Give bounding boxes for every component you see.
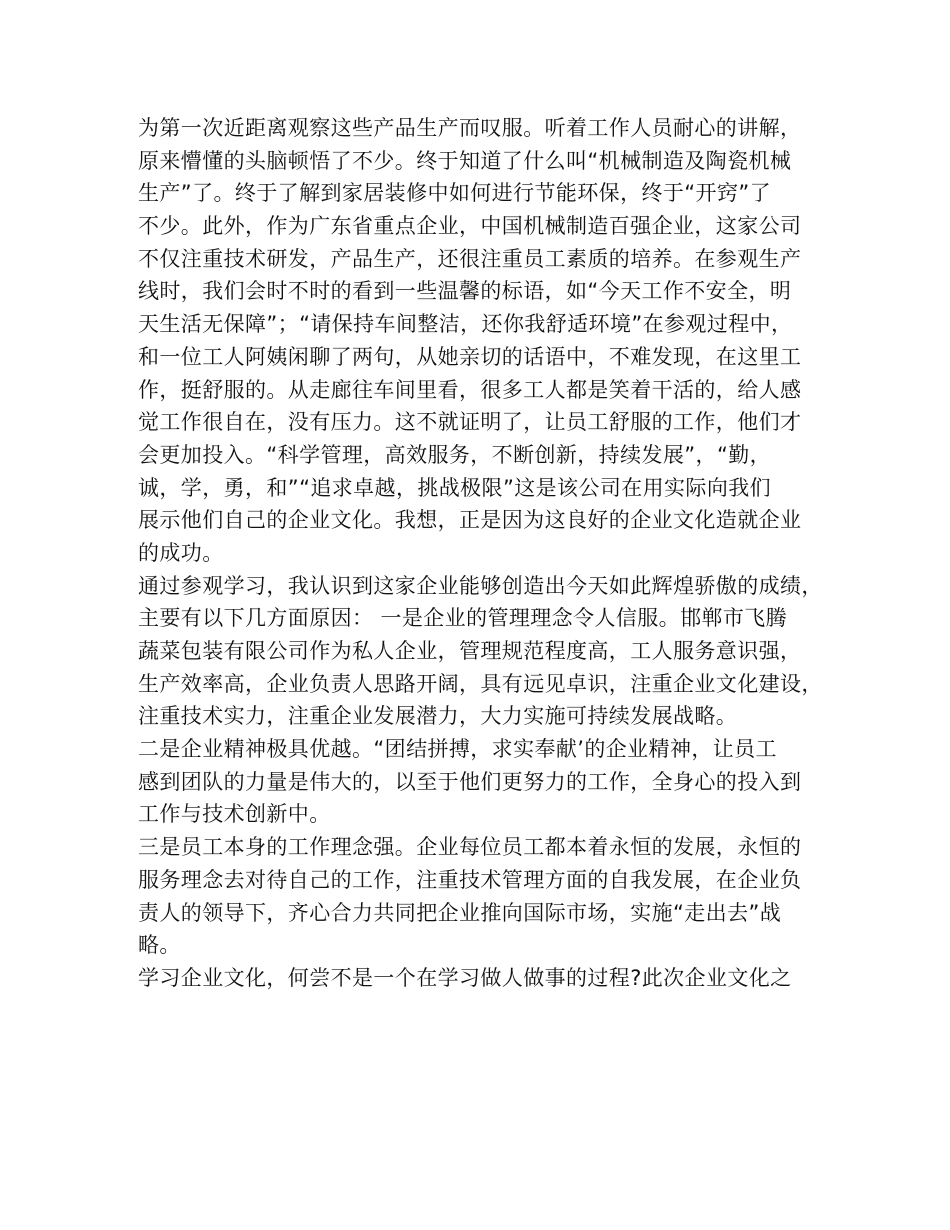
text-line: 通过参观学习，我认识到这家企业能够创造出今天如此辉煌骄傲的成绩， [138,573,823,598]
text-line: 原来懵懂的头脑顿悟了不少。终于知道了什么叫“机械制造及陶瓷机械 [138,148,792,173]
text-line: 会更加投入。“科学管理，高效服务，不断创新，持续发展”，“勤， [138,442,772,467]
text-line: 展示他们自己的企业文化。我想，正是因为这良好的企业文化造就企业 [138,508,802,533]
text-line: 工作与技术创新中。 [138,802,331,827]
text-line: 三是员工本身的工作理念强。企业每位员工都本着永恒的发展，永恒的 [138,835,802,860]
text-line: 服务理念去对待自己的工作，注重技术管理方面的自我发展，在企业负 [138,867,802,892]
text-line: 蔬菜包装有限公司作为私人企业，管理规范程度高，工人服务意识强， [138,639,802,663]
text-line: 线时，我们会时不时的看到一些温馨的标语，如“今天工作不安全，明 [138,279,792,304]
text-line: 生产”了。终于了解到家居装修中如何进行节能环保，终于“开窍”了 [138,181,772,206]
text-line: 诚，学，勇，和”“追求卓越，挑战极限”这是该公司在用实际向我们 [138,475,772,500]
text-line: 觉工作很自在，没有压力。这不就证明了，让员工舒服的工作，他们才 [138,410,802,435]
text-line: 和一位工人阿姨闲聊了两句，从她亲切的话语中，不难发现，在这里工 [138,344,802,369]
text-line: 注重技术实力，注重企业发展潜力，大力实施可持续发展战略。 [138,704,738,729]
text-line: 作，挺舒服的。从走廊往车间里看，很多工人都是笑着干活的，给人感 [138,377,802,402]
text-line: 责人的领导下，齐心合力共同把企业推向国际市场，实施“走出去”战 [138,900,782,925]
text-line: 略。 [138,933,181,958]
text-line: 不少。此外，作为广东省重点企业，中国机械制造百强企业，这家公司 [138,214,802,239]
text-line: 生产效率高，企业负责人思路开阔，具有远见卓识，注重企业文化建设， [138,671,823,696]
text-line: 天生活无保障”；“请保持车间整洁，还你我舒适环境”在参观过程中， [138,312,793,337]
text-line: 的成功。 [138,540,224,565]
text-line: 为第一次近距离观察这些产品生产而叹服。听着工作人员耐心的讲解， [138,116,802,140]
body-text [138,112,828,995]
text-line: 不仅注重技术研发，产品生产，还很注重员工素质的培养。在参观生产 [138,246,802,271]
text-line: 二是企业精神极具优越。“团结拼搏，求实奉献’的企业精神，让员工 [138,737,777,762]
text-line: 感到团队的力量是伟大的，以至于他们更努力的工作，全身心的投入到 [138,769,802,794]
text-line: 主要有以下几方面原因： 一是企业的管理理念令人信服。邯郸市飞腾 [138,606,788,631]
text-line: 学习企业文化，何尝不是一个在学习做人做事的过程?此次企业文化之 [138,965,792,990]
